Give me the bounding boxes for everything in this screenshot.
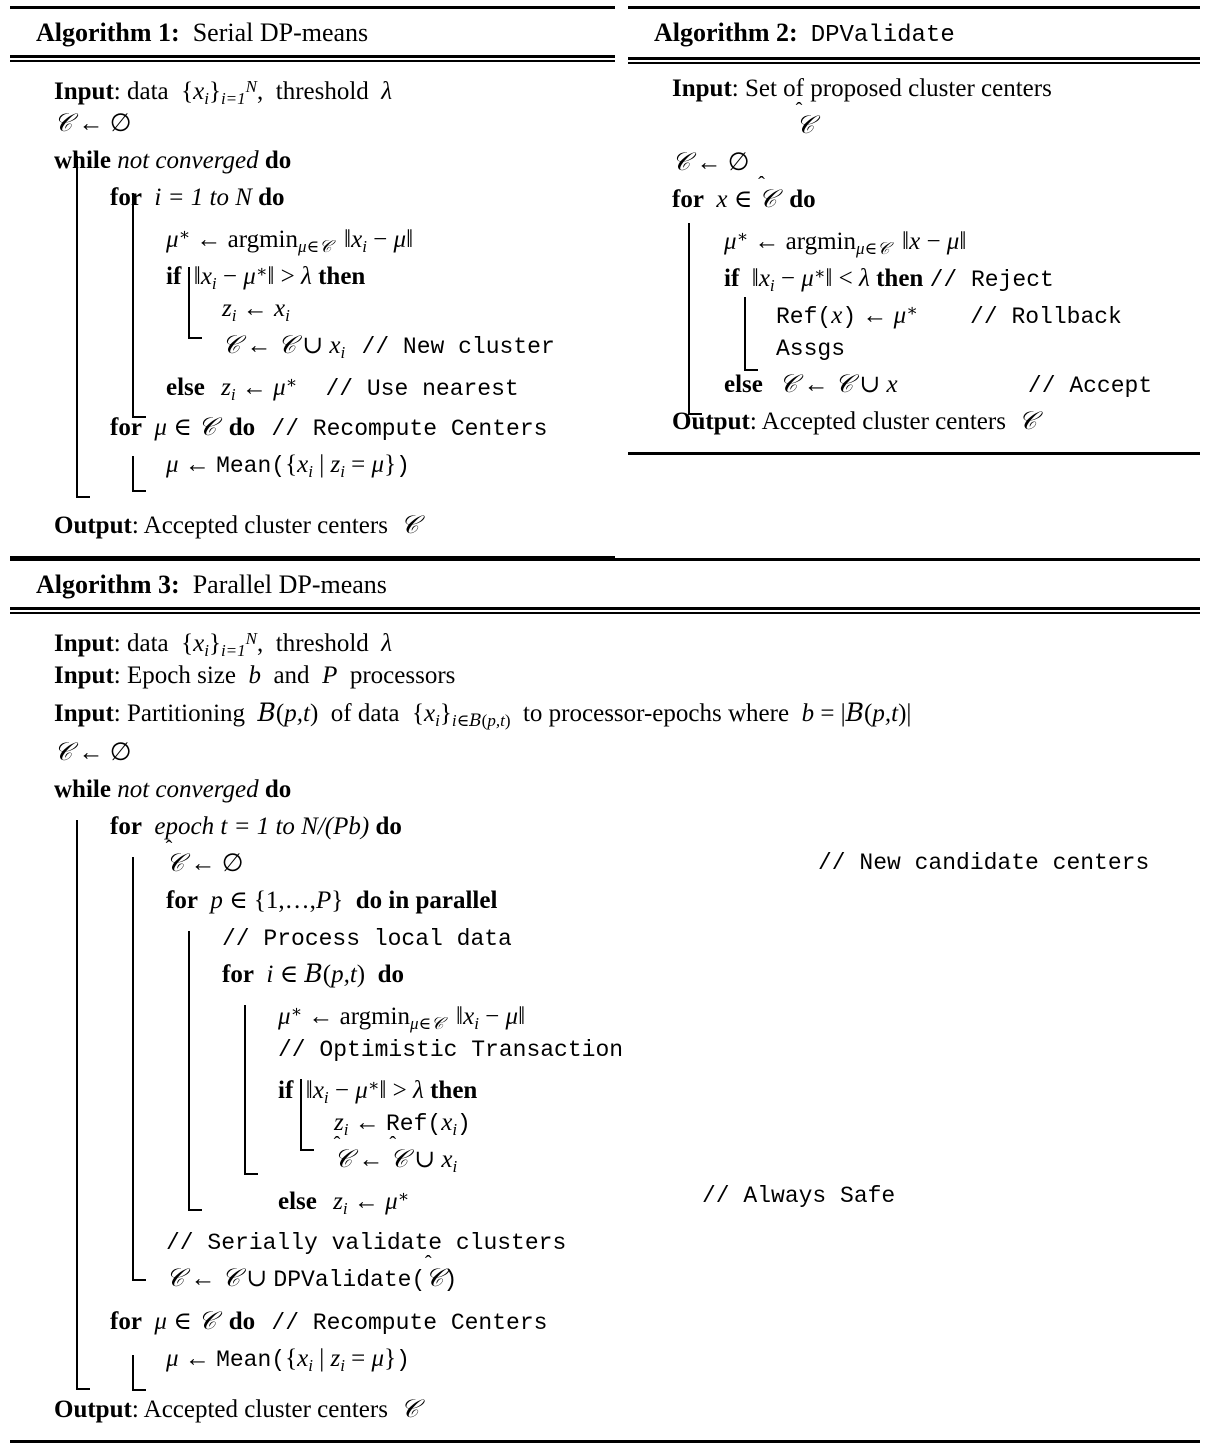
alg2-ref-fn: Ref [776,304,818,331]
alg3-line-for-p: for p ∈ {1,…,P} do in parallel [166,887,498,915]
alg3-line-for-i: for i ∈ 𝐵(p,t) do [222,961,405,989]
alg2-if-then: then [876,265,924,293]
alg2-input-text: Set of proposed cluster centers [744,75,1052,103]
alg3-output-keyword: Output [54,1396,132,1424]
alg3-comment-optimistic: // Optimistic Transaction [278,1037,624,1064]
alg3-output-text: Accepted cluster centers [143,1396,388,1424]
alg1-for-keyword: for [110,184,142,212]
alg3-mean-fn: Mean [216,1347,272,1374]
alg3-while-cond: not converged [117,776,259,804]
alg1-threshold-word: threshold [275,78,369,106]
alg2-output-keyword: Output [672,408,750,436]
alg3-comment-process-local: // Process local data [222,926,512,953]
alg3-line-output: Output: Accepted cluster centers 𝒞 [54,1396,419,1424]
alg3-line-argmin: μ∗ ← argmin$_{\mu\in 𝒞}$ $‖x_i$ − μ‖ [278,1002,526,1033]
alg3-epoch-word: epoch [154,813,215,841]
alg3-comment-serially-validate: // Serially validate clusters [166,1230,567,1257]
alg2-else-keyword: else [724,371,763,399]
alg2-if-keyword: if [724,265,740,293]
alg3-line-cmt-optimistic [10,1030,1200,1067]
alg1-if-keyword: if [166,263,182,291]
alg3-for-i-do: do [377,961,405,989]
alg3-comment-always-safe: // Always Safe [702,1183,896,1210]
alg3-comment-new-candidate: // New candidate centers [818,850,1150,877]
alg1-input-keyword: Input [54,78,114,106]
alg2-line-else: else 𝒞 ← 𝒞 ∪ x // Accept [724,371,1153,400]
alg1-label: Algorithm 1: [36,18,180,47]
alg2-comment-reject: // Reject [929,267,1054,294]
alg3-line-else: else $z_i$ ← μ∗ // Always Safe [10,1178,1200,1215]
alg1-line-for-i: for i = 1 to N do [110,184,285,212]
alg2-line-output: Output: Accepted cluster centers 𝒞 [672,408,1037,436]
alg1-name: Serial DP-means [192,18,369,47]
alg2-label: Algorithm 2: [654,18,798,47]
alg3-comment-recompute: // Recompute Centers [271,1310,548,1337]
algorithm-2-box [628,6,1200,455]
alg3-line-for-mu: for μ ∈ 𝒞 do // Recompute Centers [110,1308,548,1337]
alg1-line-init: 𝒞 ← ∅ [54,110,132,138]
alg1-line-output: Output: Accepted cluster centers 𝒞 [54,512,419,540]
alg3-input2-keyword: Input [54,662,114,690]
alg1-mean-fn: Mean [216,453,272,480]
alg1-if-then: then [318,263,366,291]
alg2-for-keyword: for [672,186,704,214]
alg3-line-init: 𝒞 ← ∅ [54,739,132,767]
alg3-label: Algorithm 3: [36,570,180,599]
alg1-argmin: argmin [227,226,298,254]
alg1-else-keyword: else [166,374,205,402]
alg1-line-argmin: μ∗ ← argmin$_{\mu\in 𝒞}$ $‖x_i$ − μ‖ [166,225,414,256]
alg3-for-mu-keyword: for [110,1308,142,1336]
alg3-partitioning-word: Partitioning [126,700,246,728]
alg3-line-zi-ref: $z_i$ ← $Ref(x_i)$ [334,1109,471,1139]
alg3-line-if: if $‖x_i$ − μ∗‖ > λ then [278,1076,478,1107]
alg1-line-union: 𝒞 ← 𝒞 ∪ $x_i$ // New cluster [222,332,555,362]
alg3-line-cmt-local [10,919,1200,956]
alg3-if-keyword: if [278,1077,294,1105]
alg2-title [628,9,1200,57]
alg3-line-chat-union: 𝒞 ← 𝒞 ∪ $x_i$ [334,1146,458,1176]
alg3-input1-keyword: Input [54,630,114,658]
alg3-line-chat-init: 𝒞 ← ∅ // New candidate centers [10,845,1200,882]
alg1-line-input: Input: data $\{x_i\}_{i=1}^N$, threshold λ [54,77,393,108]
alg1-output-text: Accepted cluster centers [143,512,388,540]
alg1-line-mean: μ ← $Mean(\{x_i$ | $z_i = \mu$}) [166,451,410,481]
alg3-epoch-size: Epoch size [126,662,236,690]
alg3-for-epoch-do: do [375,813,402,841]
alg1-for-to: to [209,184,229,212]
alg2-line-for-x: for x ∈ 𝒞 do [672,186,816,214]
alg3-name: Parallel DP-means [192,570,387,599]
alg1-body [10,62,615,552]
alg1-for-do: do [258,184,285,212]
alg3-to-processor-epochs: to processor-epochs where [522,700,790,728]
alg2-line-assgs [628,329,1200,366]
alg3-line-dpvalidate: 𝒞 ← 𝒞 ∪ DPValidate( 𝒞) [166,1265,458,1294]
alg2-argmin: argmin [785,228,856,256]
alg1-data-word: data [126,78,169,106]
alg1-for-mu-keyword: for [110,414,142,442]
alg1-line-zi: $z_i$ ← $x_i$ [222,295,290,325]
alg3-line-for-epoch: for epoch t = 1 to N/(Pb) do [110,813,402,841]
alg2-for-do: do [789,186,816,214]
alg1-comment-recompute: // Recompute Centers [271,416,548,443]
alg1-title [10,9,615,55]
alg3-while-do: do [264,776,292,804]
alg2-body [628,64,1200,448]
alg3-title [10,561,1200,607]
alg3-ref-fn: Ref [385,1111,428,1138]
alg1-output-keyword: Output [54,512,132,540]
alg3-dpvalidate-fn: DPValidate [273,1267,412,1294]
alg3-else-keyword: else [278,1188,317,1216]
alg2-comment-accept: // Accept [1027,373,1153,400]
alg2-input-keyword: Input [672,75,732,103]
alg2-comment-rollback: // Rollback [970,304,1122,331]
algorithm-1-box [10,6,615,559]
alg2-line-chat: 𝒞 [796,112,815,140]
alg2-output-text: Accepted cluster centers [761,408,1006,436]
alg1-line-for-mu: for μ ∈ 𝒞 do // Recompute Centers [110,414,548,443]
alg3-processors-word: processors [349,662,456,690]
alg2-name: DPValidate [810,22,955,49]
alg3-for-i-keyword: for [222,961,254,989]
alg3-line-input2: Input: Epoch size b and P processors [54,662,456,690]
alg3-of-data-word: of data [330,700,400,728]
alg1-while-keyword: while [54,147,111,175]
alg1-line-if: if $‖x_i$ − μ∗‖ > λ then [166,262,366,293]
alg3-input3-keyword: Input [54,700,114,728]
alg3-for-epoch-keyword: for [110,813,142,841]
alg3-for-p-do: do in parallel [355,887,498,915]
alg3-epoch-to: to [275,813,295,841]
alg2-line-input: Input: Set of proposed cluster centers [672,75,1052,103]
alg3-line-while [10,771,1200,808]
alg3-line-cmt-validate [10,1223,1200,1260]
alg2-line-ref: Ref(x) ← μ∗ // Rollback [776,301,1122,331]
alg3-and-word: and [273,662,310,690]
alg3-line-input3: Input: Partitioning 𝐵(p,t) of data $\{x_i\}_{i\in 𝐵(p,t)}$ to processor-epochs where b = |𝐵(p,t)| [54,700,912,730]
alg2-assgs: Assgs [776,336,846,363]
alg2-bottom-rule [628,452,1200,455]
alg3-body [10,614,1200,1436]
alg2-line-if: if $‖x_i$ − μ∗‖ < λ then // Reject [724,264,1054,296]
alg1-comment-use-nearest: // Use nearest [325,376,519,403]
alg3-for-p-keyword: for [166,887,198,915]
alg2-line-init: 𝒞 ← ∅ [672,149,750,177]
alg3-line-input1: Input: data $\{x_i\}_{i=1}^N$, threshold λ [54,629,393,660]
alg1-line-else: else $z_i$ ← μ∗ // Use nearest [166,373,519,404]
alg3-data-word: data [126,630,169,658]
algorithm-3-box [10,558,1200,1443]
alg1-while-do: do [264,147,292,175]
alg1-for-mu-do: do [228,414,256,442]
alg3-argmin: argmin [339,1003,410,1031]
alg3-if-then: then [430,1077,478,1105]
alg1-comment-new-cluster: // New cluster [361,334,555,361]
alg1-while-cond: not converged [117,147,259,175]
alg3-threshold-word: threshold [275,630,369,658]
alg3-line-mean: μ ← $Mean(\{x_i$ | $z_i = \mu$}) [166,1345,410,1375]
alg3-for-mu-do: do [228,1308,256,1336]
alg3-while-keyword: while [54,776,111,804]
alg2-line-argmin: μ∗ ← argmin$_{\mu\in 𝒞}$ ‖x − μ‖ [724,227,967,259]
alg1-line-while [10,142,615,179]
